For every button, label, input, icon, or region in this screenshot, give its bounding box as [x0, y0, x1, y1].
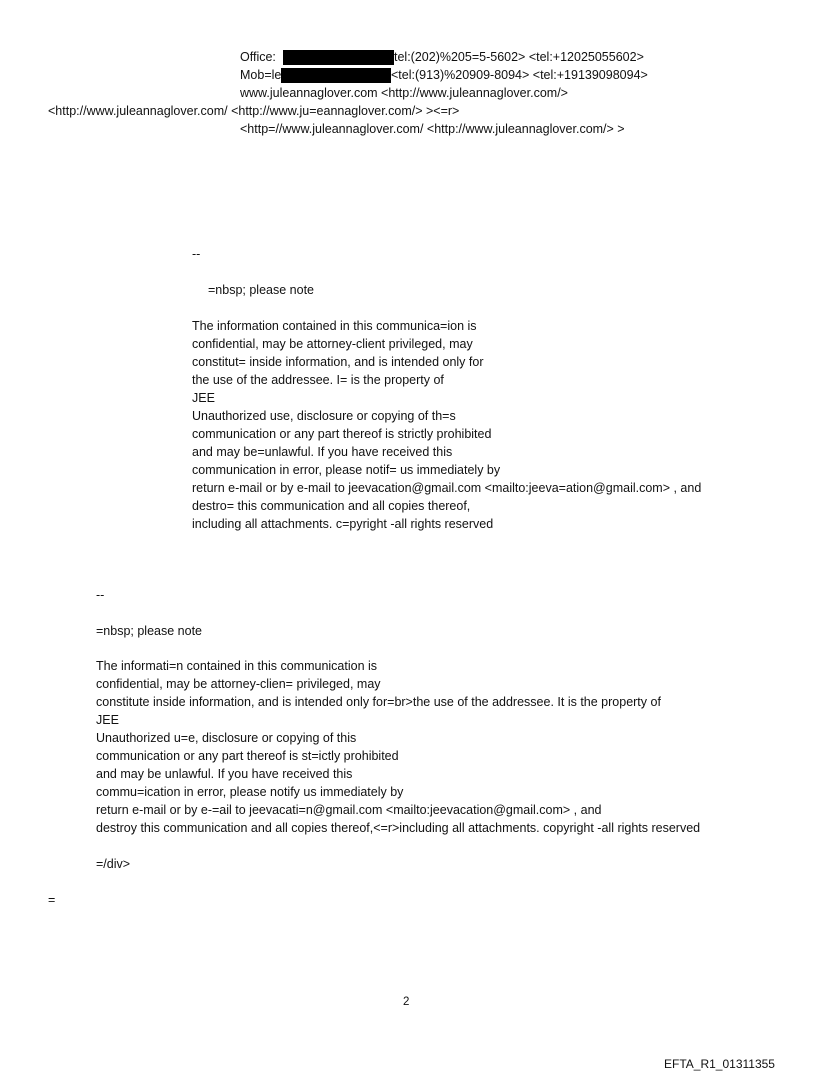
disclaimer-line: communication or any part thereof is st=ictly prohibited	[96, 749, 399, 763]
disclaimer-line: return e-mail or by e-=ail to jeevacati=n@gmail.com <mailto:jeevacation@gmail.com> , and	[96, 803, 602, 817]
office-line-phone: tel:(202)%205=5-5602> <tel:+12025055602>	[394, 50, 644, 64]
link-line-1: <http://www.juleannaglover.com/ <http://www.ju=eannaglover.com/> ><=r>	[48, 104, 460, 118]
disclaimer-line: The informati=n contained in this communication is	[96, 659, 378, 673]
disclaimer-line: The information contained in this communica=ion is	[192, 319, 477, 333]
signature-1-note: =nbsp; please note	[208, 283, 314, 297]
disclaimer-line: destroy this communication and all copies thereof,<=r>including all attachments. copyright -all rights reserved	[96, 821, 701, 835]
redaction-box-mobile	[281, 68, 391, 83]
website-line: www.juleannaglover.com <http://www.juleannaglover.com/>	[240, 86, 568, 100]
disclaimer-line: constitut= inside information, and is intended only for	[192, 355, 484, 369]
page-number: 2	[403, 996, 410, 1008]
disclaimer-line: confidential, may be attorney-clien= privileged, may	[96, 677, 381, 691]
signature-2-note: =nbsp; please note	[96, 624, 202, 638]
disclaimer-line: destro= this communication and all copies thereof,	[192, 499, 471, 513]
disclaimer-line: including all attachments. c=pyright -all rights reserved	[192, 517, 494, 531]
signature-1-dashes: --	[192, 247, 201, 261]
disclaimer-line: and may be unlawful. If you have received this	[96, 767, 353, 781]
disclaimer-line: the use of the addressee. I= is the property of	[192, 373, 444, 387]
mobile-line-prefix: Mob=le	[240, 68, 282, 82]
closing-div-text: =/div>	[96, 857, 131, 871]
disclaimer-line: commu=ication in error, please notify us immediately by	[96, 785, 404, 799]
signature-2-dashes: --	[96, 588, 105, 602]
bates-number: EFTA_R1_01311355	[664, 1057, 775, 1071]
disclaimer-line: constitute inside information, and is intended only for=br>the use of the addressee. It is the property of	[96, 695, 661, 709]
disclaimer-line: JEE	[192, 391, 215, 405]
redaction-box-office	[283, 50, 394, 65]
disclaimer-line: JEE	[96, 713, 119, 727]
disclaimer-line: communication or any part thereof is strictly prohibited	[192, 427, 492, 441]
equals-mark: =	[48, 893, 56, 907]
disclaimer-line: Unauthorized use, disclosure or copying of th=s	[192, 409, 456, 423]
disclaimer-line: and may be=unlawful. If you have received this	[192, 445, 453, 459]
office-line-prefix: Office:	[240, 50, 276, 64]
disclaimer-line: communication in error, please notif= us immediately by	[192, 463, 501, 477]
disclaimer-line: Unauthorized u=e, disclosure or copying of this	[96, 731, 357, 745]
disclaimer-line: return e-mail or by e-mail to jeevacation@gmail.com <mailto:jeeva=ation@gmail.com> , and	[192, 481, 702, 495]
link-line-2: <http=//www.juleannaglover.com/ <http://www.juleannaglover.com/> >	[240, 122, 625, 136]
mobile-line-phone: <tel:(913)%20909-8094> <tel:+19139098094>	[391, 68, 648, 82]
disclaimer-line: confidential, may be attorney-client privileged, may	[192, 337, 473, 351]
